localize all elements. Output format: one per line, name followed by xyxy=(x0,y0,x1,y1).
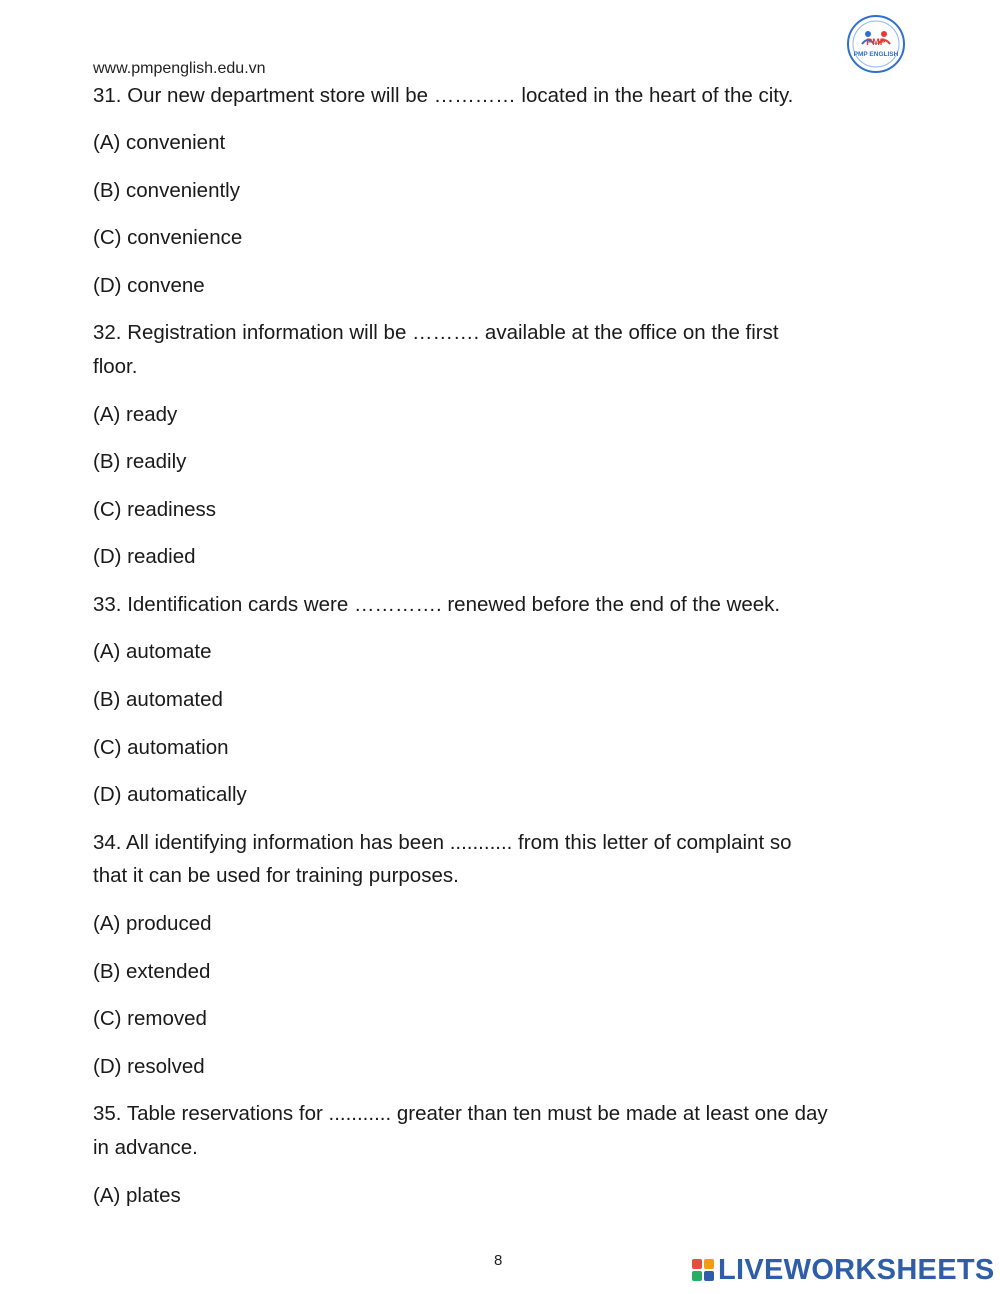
question-34-stem: 34. All identifying information has been ........... from this letter of complaint so xyxy=(93,831,792,854)
page-number: 8 xyxy=(494,1252,503,1269)
logo-emblem-icon xyxy=(846,14,906,74)
question-32-option-a: (A) ready xyxy=(93,403,178,426)
question-33-option-b: (B) automated xyxy=(93,688,223,711)
brand-name: LIVEWORKSHEETS xyxy=(718,1253,995,1286)
svg-text:PMP ENGLISH: PMP ENGLISH xyxy=(853,51,899,58)
question-31-option-d: (D) convene xyxy=(93,274,205,297)
question-33-stem: 33. Identification cards were …………. renewed before the end of the week. xyxy=(93,593,781,616)
question-34-option-c: (C) removed xyxy=(93,1007,207,1030)
question-31-option-b: (B) conveniently xyxy=(93,179,240,202)
question-35-stem: 35. Table reservations for ........... greater than ten must be made at least one day xyxy=(93,1102,828,1125)
question-33-option-d: (D) automatically xyxy=(93,783,247,806)
question-31-stem: 31. Our new department store will be ………… located in the heart of the city. xyxy=(93,84,794,107)
brand-square xyxy=(704,1271,714,1281)
question-33-option-a: (A) automate xyxy=(93,640,212,663)
question-34-option-a: (A) produced xyxy=(93,912,212,935)
brand-square xyxy=(692,1259,702,1269)
site-url: www.pmpenglish.edu.vn xyxy=(93,60,266,77)
liveworksheets-brand xyxy=(692,1252,995,1288)
question-34-stem-cont: that it can be used for training purposes. xyxy=(93,864,459,887)
svg-text:PMP: PMP xyxy=(866,37,886,47)
question-32-option-d: (D) readied xyxy=(93,545,196,568)
question-33-option-c: (C) automation xyxy=(93,736,229,759)
question-32-stem-cont: floor. xyxy=(93,355,138,378)
question-34-option-d: (D) resolved xyxy=(93,1055,205,1078)
question-32-option-c: (C) readiness xyxy=(93,498,217,521)
question-35-option-a: (A) plates xyxy=(93,1184,181,1207)
liveworksheets-logo-icon xyxy=(692,1259,714,1281)
pmp-english-logo xyxy=(846,14,906,74)
question-34-option-b: (B) extended xyxy=(93,960,211,983)
question-31-option-a: (A) convenient xyxy=(93,131,226,154)
question-31-option-c: (C) convenience xyxy=(93,226,243,249)
question-35-stem-cont: in advance. xyxy=(93,1136,198,1159)
question-32-option-b: (B) readily xyxy=(93,450,187,473)
brand-square xyxy=(692,1271,702,1281)
brand-square xyxy=(704,1259,714,1269)
question-32-stem: 32. Registration information will be ………. available at the office on the first xyxy=(93,321,779,344)
